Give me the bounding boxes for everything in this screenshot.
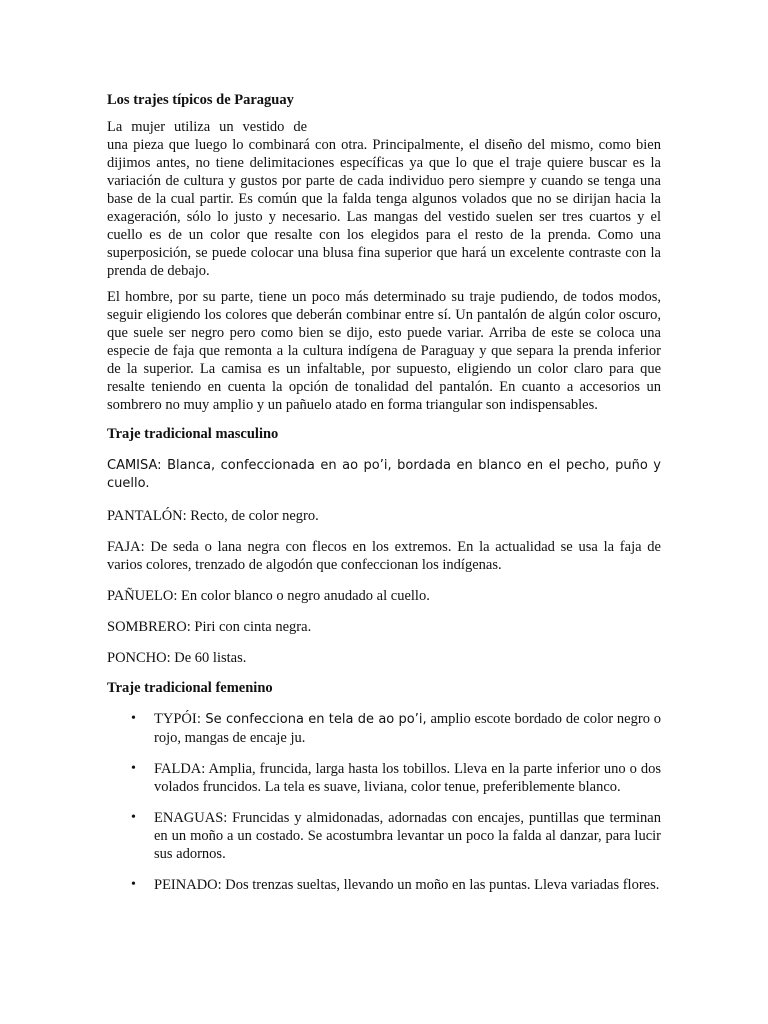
hombre-paragraph: El hombre, por su parte, tiene un poco más determinado su traje pudiendo, de todos modos, seguir eligiendo los colores que deberán combinar entre sí. Un pantalón de algún color oscuro, que suele ser negro pero como bien se dijo, esto puede variar. Arriba de este se coloca una especie de faja que remonta a la cultura indígena de Paraguay y que separa la prenda inferior de la superior. La camisa es un infaltable, por supuesto, eligiendo un color claro para que resalte teniendo en cuenta la opción de tonalidad del pantalón. En cuanto a accesorios un sombrero no muy amplio y un pañuelo atado en forma triangular son indispensables. bbox=[107, 289, 661, 413]
masculino-heading: Traje tradicional masculino bbox=[107, 426, 279, 442]
intro-first-line: La mujer utiliza un vestido de bbox=[107, 119, 307, 135]
femenino-list bbox=[107, 710, 661, 894]
list-item-falda bbox=[107, 760, 661, 796]
sombrero-item: SOMBRERO: Piri con cinta negra. bbox=[107, 619, 312, 635]
pantalon-item: PANTALÓN: Recto, de color negro. bbox=[107, 508, 319, 524]
list-item-enaguas bbox=[107, 809, 661, 863]
bullet-icon: • bbox=[131, 810, 136, 825]
typoi-label: TYPÓI bbox=[154, 711, 197, 727]
enaguas-text: ENAGUAS: Fruncidas y almidonadas, adornadas con encajes, puntillas que terminan en un moño a un costado. Se acostumbra levantar un poco la falda al danzar, para lucir sus adornos. bbox=[154, 810, 661, 862]
falda-text: FALDA: Amplia, fruncida, larga hasta los tobillos. Lleva en la parte inferior uno o dos volados fruncidos. La tela es suave, liviana, color tenue, preferiblemente blanco. bbox=[154, 761, 661, 795]
document-title: Los trajes típicos de Paraguay bbox=[107, 92, 294, 108]
list-item-typoi bbox=[107, 710, 661, 747]
bullet-icon: • bbox=[131, 711, 136, 726]
femenino-heading: Traje tradicional femenino bbox=[107, 680, 273, 696]
bullet-icon: • bbox=[131, 761, 136, 776]
faja-item: FAJA: De seda o lana negra con flecos en los extremos. En la actualidad se usa la faja de varios colores, trenzado de algodón que confeccionan los indígenas. bbox=[107, 539, 661, 573]
typoi-rest-text: amplio escote bordado de color negro o rojo, mangas de encaje ju. bbox=[154, 711, 662, 746]
typoi-sans-text: : Se confecciona en tela de ao po’i, bbox=[196, 712, 427, 727]
bullet-icon: • bbox=[131, 877, 136, 892]
poncho-item: PONCHO: De 60 listas. bbox=[107, 650, 247, 666]
peinado-text: PEINADO: Dos trenzas sueltas, llevando un moño en las puntas. Lleva variadas flores. bbox=[154, 877, 660, 893]
intro-rest: una pieza que luego lo combinará con otra. Principalmente, el diseño del mismo, como bien dijimos antes, no tiene delimitaciones específicas ya que lo que el traje quiere buscar es la variación de cultura y gustos por parte de cada individuo pero siempre y cuando se tenga una base de la cual partir. Es común que la falda tenga algunos volados que no se dirijan hacia la exageración, sólo lo justo y necesario. Las mangas del vestido suelen ser tres cuartos y el cuello es de un color que resalte con los elegidos para el resto de la prenda. Como una superposición, se puede colocar una blusa fina superior que hará un excelente contraste con la prenda de debajo. bbox=[107, 137, 661, 279]
intro-paragraph bbox=[107, 118, 661, 280]
panuelo-item: PAÑUELO: En color blanco o negro anudado al cuello. bbox=[107, 588, 430, 604]
list-item-peinado bbox=[107, 876, 661, 894]
camisa-item: CAMISA: Blanca, confeccionada en ao po’i, bordada en blanco en el pecho, puño y cuello. bbox=[107, 458, 661, 491]
